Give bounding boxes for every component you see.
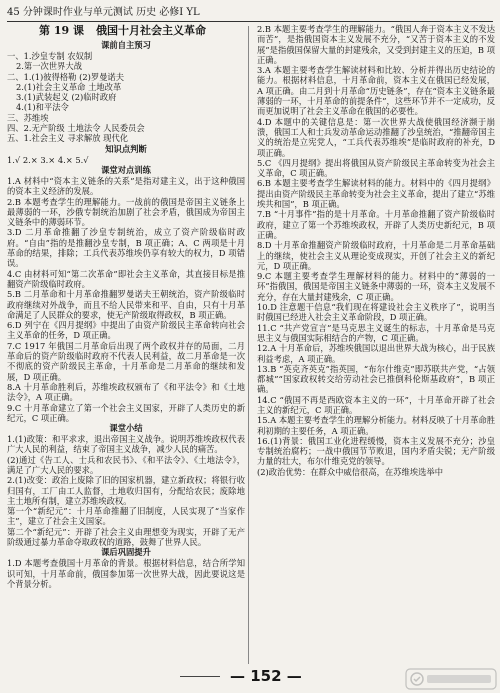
page-number-value: 152 xyxy=(250,667,282,685)
summary-item: (2)通过《告工人、士兵和农民书》、《和平法令》、《土地法令》，满足了广大人民的要求。 xyxy=(7,454,245,475)
answer-item: 5.C 《四月提纲》提出将俄国从资产阶级民主革命转变为社会主义革命，C 项正确。 xyxy=(257,157,495,179)
answer-item: 1.D 本题考查俄国十月革命的背景。根据材料信息，结合所学知识可知，十月革命前，俄国参加第一次世界大战，因此要说这是个背景分析。 xyxy=(7,558,245,589)
header-text: 45 分钟课时作业与单元测试 历史 必修Ⅰ YL xyxy=(7,7,200,18)
answer-item: 6.D 列宁在《四月提纲》中提出了由资产阶级民主革命转向社会主义革命的任务，D 项正确。 xyxy=(7,320,245,341)
answer-item: 9.C 本题主要考查学生理解材料的能力。材料中的“薄弱的一环”指俄国，俄国是帝国主义链条中薄弱的一环，资本主义发展不充分，存在大量封建残余，C 项正确。 xyxy=(257,271,495,302)
pre-line: 2.第一次世界大战 xyxy=(16,61,82,72)
left-column xyxy=(7,24,245,589)
pre-line: 一、1.沙皇专制 农奴制 xyxy=(7,51,93,61)
answer-item: 7.C 1917 年俄国二月革命后出现了两个政权并存的局面，二月革命后的资产阶级临时政府不代表人民利益，故二月革命是一次不彻底的资产阶级民主革命，十月革命是二月革命的继续和发展，D 项正确。 xyxy=(7,340,245,382)
answer-item: 11.C “共产党宣言”是马克思主义诞生的标志，十月革命是马克思主义与俄国实际相结合的产物，C 项正确。 xyxy=(257,322,495,343)
answer-item: 16.(1)背景：俄国工业化进程缓慢，资本主义发展不充分；沙皇专制统治腐朽；一战中俄国节节败退，国内矛盾尖锐；无产阶级力量的壮大，布尔什维克党的领导。 xyxy=(257,435,495,467)
judge-line: 1.√ 2.× 3.× 4.× 5.√ xyxy=(7,154,89,165)
answer-item: (2)政治优势：在群众中威信很高，在苏维埃选举中 xyxy=(257,466,443,477)
pre-line: 四、2.无产阶级 土地法令 人民委员会 xyxy=(7,123,145,134)
summary-item: 2.(1)改变：政治上废除了旧的国家机器，建立新政权；将银行收归国有，工厂由工人监督，土地收归国有，分配给农民；废除地主土地所有制，建立苏维埃政权。 xyxy=(7,475,245,506)
watermark-logo xyxy=(405,667,497,691)
answer-item: 3.A 本题主要考查学生解读材料和比较、分析并得出历史结论的能力。根据材料信息，十月革命前，资本主义在俄国已经发展，A 项正确。由二月到十月革命“历史链条”，存在“资本主义链条最薄弱的一环，十月革命的前提条件”，这些环节并不一定成功，反而更加说明了社会主义革命在俄国的必要性。 xyxy=(257,65,495,117)
pre-line: 二、1.(1)彼得格勒 (2)罗曼诺夫 xyxy=(7,71,125,82)
answer-item: 9.C 十月革命建立了第一个社会主义国家，开辟了人类历史的新纪元，C 项正确。 xyxy=(7,402,245,423)
answer-item: 8.A 十月革命胜利后，苏维埃政权颁布了《和平法令》和《土地法令》，A 项正确。 xyxy=(7,381,245,403)
lesson-title xyxy=(7,24,245,38)
answer-item: 15.A 本题主要考查学生的理解分析能力。材料反映了十月革命胜利初期的主要任务，A 项正确。 xyxy=(257,415,495,436)
answer-item: 4.C 由材料可知“第二次革命”即社会主义革命，其直接目标是推翻资产阶级临时政府。 xyxy=(7,268,245,289)
summary-item: 1.(1)政策：和平求求，退出帝国主义战争。说明苏维埃政权代表广大人民的利益，结束了帝国主义战争，减少人民的痛苦。 xyxy=(7,434,245,455)
section-heading: 课后巩固提升 xyxy=(101,547,151,558)
answer-item: 13.B “英克齐英克”指英国，“布尔什维克”即苏联共产党，“占领都城”“国家政权转交给劳动社会已推倒科伦斯基政府”，B 项正确。 xyxy=(257,363,495,395)
answer-item: 6.B 本题主要考查学生解读材料的能力。材料中的《四月提纲》提出由资产阶级民主革命转变为社会主义革命，提出了建立“苏维埃共和国”，B 项正确。 xyxy=(257,178,495,210)
right-column xyxy=(257,24,495,477)
answer-item: 1.A 材料中“资本主义链条的关系”是指对建主义，出于这种俄国的资本主义经济的发展。 xyxy=(7,175,245,197)
column-divider xyxy=(248,26,249,664)
section-heading: 课堂小结 xyxy=(109,423,143,434)
answer-item: 2.B 本题主要考查学生的理解能力。“俄国人奔于资本主义不发达而苦”，是指俄国资本主义发展不充分，“又苦于资本主义的不发展”是指俄国保留大量的封建残余，又受到封建主义的压迫，B 项正确。 xyxy=(257,24,495,65)
footer-rule-left xyxy=(180,676,220,677)
pre-line: 2.(1)社会主义革命 土地改革 xyxy=(16,81,122,92)
answer-item: 10.D 注意题干信息“我们现在将建设社会主义秩序了”，说明当时俄国已经进入社会主义革命阶段，D 项正确。 xyxy=(257,302,495,323)
answer-item: 8.D 十月革命推翻资产阶级临时政府，十月革命是二月革命基础上的继续，使社会主义从理论变成现实，开创了社会主义的新纪元，D 项正确。 xyxy=(257,240,495,271)
lesson-name: 俄国十月社会主义革命 xyxy=(95,24,206,37)
answer-item: 14.C “俄国不再是西欧资本主义的一环”，十月革命开辟了社会主义的新纪元，C 项正确。 xyxy=(257,394,495,415)
page-number: — 152 — xyxy=(226,667,306,685)
section-heading: 课前自主预习 xyxy=(101,40,151,50)
pre-line: 五、1.社会主义 寻求解放 现代化 xyxy=(7,133,129,144)
answer-item: 12.A 十月革命后，苏维埃俄国以退出世界大战为核心，出于民族利益考虑，A 项正确。 xyxy=(257,343,495,364)
answer-item: 5.B 二月革命和十月革命推翻罗曼诺夫王朝统治，资产阶级临时政府继续对外战争，而且不给人民带来和平、自由，只有十月革命满足了人民群众的要求，使无产阶级取得政权，B 项正确。 xyxy=(7,289,245,320)
summary-item: 第一个“新纪元”：十月革命推翻了旧制度，人民实现了“当家作主”，建立了社会主义国家。 xyxy=(7,506,245,527)
summary-item: 第二个“新纪元”：开辟了社会主义由理想变为现实，开辟了无产阶级通过暴力革命夺取政权的道路，鼓舞了世界人民。 xyxy=(7,526,245,548)
section-heading: 知识点判断 xyxy=(105,143,147,154)
answer-item: 7.B “十月事件”指的是十月革命。十月革命推翻了资产阶级临时政府，建立了第一个苏维埃政权，开辟了人类历史新纪元，B 项正确。 xyxy=(257,209,495,240)
section-heading: 课堂对点训练 xyxy=(101,164,151,175)
lesson-number: 第 19 课 xyxy=(39,24,84,37)
pre-line: 3.(1)武装起义 (2)临时政府 xyxy=(16,92,117,103)
answer-item: 3.D 二月革命推翻了沙皇专制统治，成立了资产阶级临时政府。“自由”指的是推翻沙皇专制，B 项正确；A、C 两项是十月革命的结果，排除；工兵代表苏维埃仍享有较大的权力，D 项错误。 xyxy=(7,227,245,269)
pre-line: 4.(1)和平法令 xyxy=(16,102,69,113)
answer-item: 2.B 本题考查学生的理解能力。一战前的俄国是帝国主义链条上最薄弱的一环，沙俄专制统治加剧了社会矛盾，俄国成为帝国主义链条中的薄弱环节。 xyxy=(7,196,245,228)
pre-line: 三、苏维埃 xyxy=(7,112,49,123)
running-header xyxy=(7,4,493,22)
answer-item: 4.D 本题中的关键信息是：第一次世界大战使俄国经济濒于崩溃，俄国工人和士兵发动革命运动推翻了沙皇统治，“推翻帝国主义的统治是立宪党人，“工兵代表苏维埃”是临时政府的补充，D 项正确。 xyxy=(257,116,495,158)
